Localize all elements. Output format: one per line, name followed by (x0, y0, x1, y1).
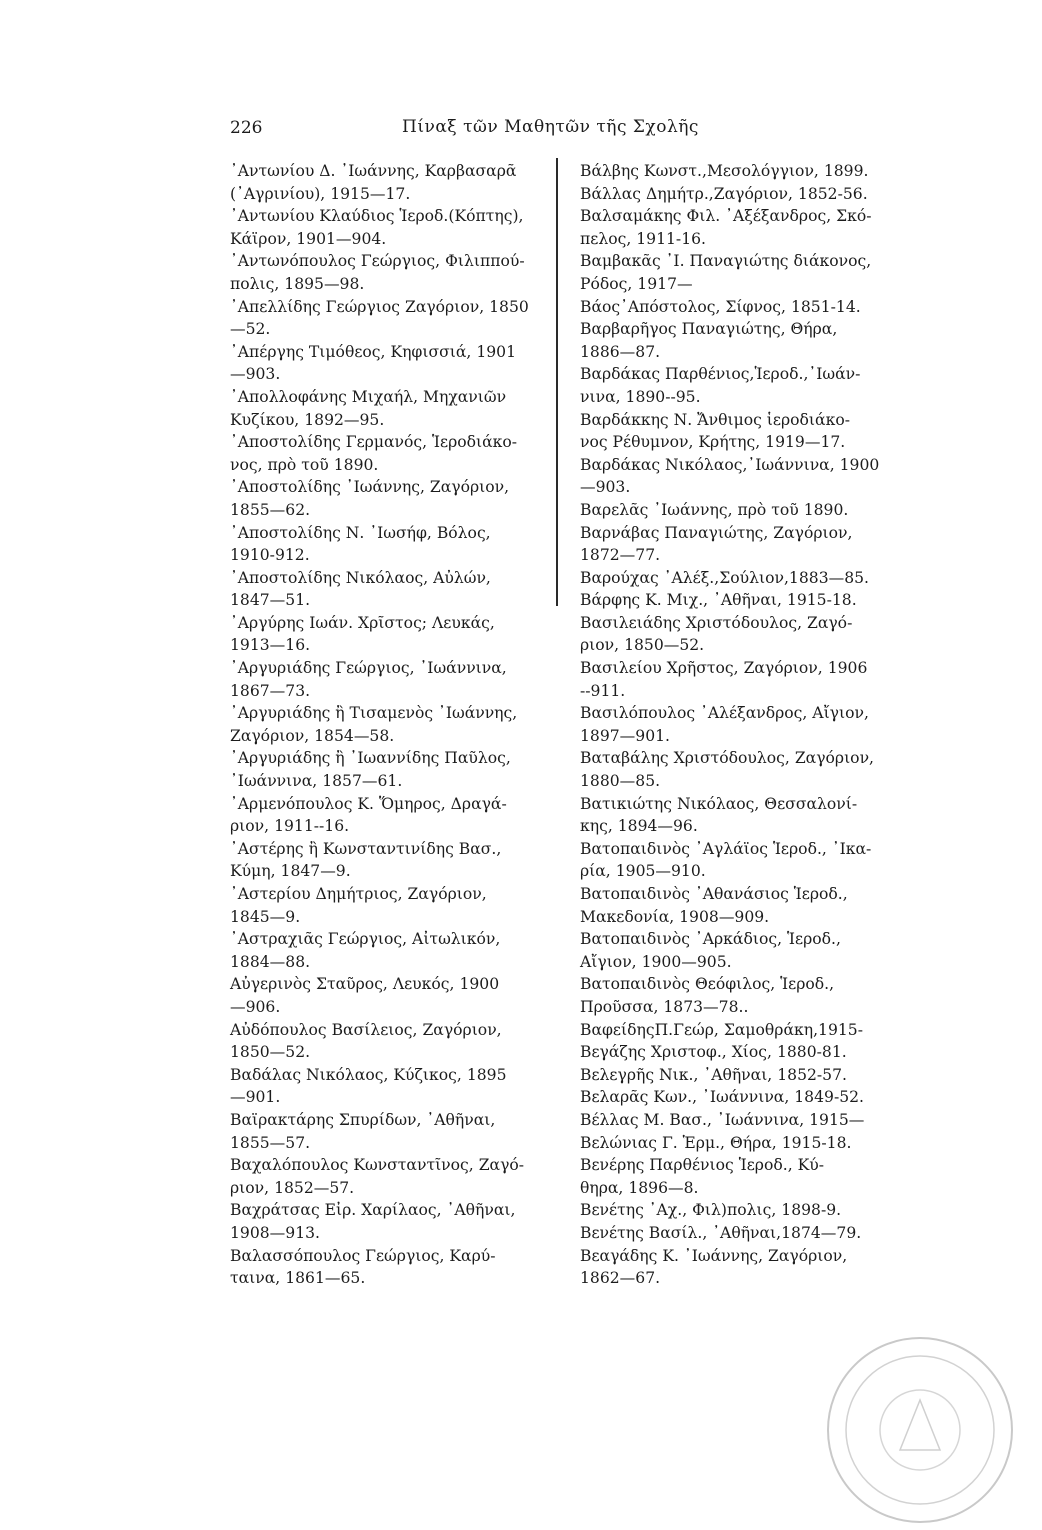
index-entry (580, 522, 910, 567)
index-entry (230, 476, 548, 521)
entry-line: ᾿Αποστολίδης Γερμανός, Ἱεροδιάκο- (230, 433, 518, 452)
entry-line: πελος, 1911-16. (580, 229, 706, 248)
entry-line: Αἴγιον, 1900—905. (580, 952, 732, 971)
running-title: Πίναξ τῶν Μαθητῶν τῆς Σχολῆς (402, 117, 699, 137)
entry-line: 1884—88. (230, 952, 311, 971)
entry-line: Βαϊρακτάρης Σπυρίδων, ᾿Αθῆναι, (230, 1110, 496, 1129)
entry-line: 1910-912. (230, 546, 310, 565)
index-entry (580, 747, 910, 792)
entry-line: Μακεδονία, 1908—909. (580, 907, 770, 926)
index-entry (230, 1064, 548, 1109)
entry-line: ᾿Αποστολίδης Νικόλαος, Αὐλών, (230, 568, 491, 587)
index-entry (580, 838, 910, 883)
entry-line: Βαρελᾶς ᾿Ιωάννης, πρὸ τοῦ 1890. (580, 500, 849, 519)
index-entry (230, 793, 548, 838)
entry-line: 1855—62. (230, 500, 311, 519)
index-entry (580, 1064, 910, 1087)
entry-line: ριον, 1911--16. (230, 817, 350, 836)
index-entry (580, 793, 910, 838)
entry-line: Βάλβης Κωνστ.,Μεσολόγγιον, 1899. (580, 162, 869, 180)
index-entry (230, 567, 548, 612)
entry-line: ρία, 1905—910. (580, 862, 706, 881)
entry-line: Βατοπαιδινὸς ᾿Αθανάσιος Ἱεροδ., (580, 885, 848, 903)
university-seal-icon (820, 1330, 1020, 1530)
index-entry (580, 1199, 910, 1222)
entry-line: Βενέτης Βασίλ., ᾿Αθῆναι,1874—79. (580, 1223, 862, 1242)
entry-line: 1886—87. (580, 342, 661, 361)
index-entry (580, 589, 910, 612)
index-entry (580, 1019, 910, 1042)
entry-line: ᾿Αντωνίου Δ. ᾿Ιωάννης, Καρβασαρᾶ (230, 162, 517, 180)
entry-line: 1845—9. (230, 907, 301, 926)
index-entry (580, 1041, 910, 1064)
entry-line: 1867—73. (230, 681, 311, 700)
entry-line: Βενέρης Παρθένιος Ἱεροδ., Κύ- (580, 1156, 825, 1175)
entry-line: 1872—77. (580, 546, 661, 565)
entry-line: νινα, 1890--95. (580, 387, 701, 406)
entry-line: ᾿Αργυριάδης ἢ Τισαμενὸς ᾿Ιωάννης, (230, 704, 518, 723)
index-entry (580, 702, 910, 747)
index-entry (580, 363, 910, 408)
entry-line: ᾿Αποστολίδης ᾿Ιωάννης, Ζαγόριον, (230, 478, 510, 497)
entry-line: ΒαφείδηςΠ.Γεώρ, Σαμοθράκη,1915- (580, 1020, 863, 1039)
entry-line: Βατοπαιδινὸς ᾿Αρκάδιος, Ἱεροδ., (580, 930, 841, 949)
index-entry (580, 250, 910, 295)
index-entry (230, 702, 548, 747)
entry-line: Βαρδάκας Παρθένιος,Ἱεροδ.,᾿Ιωάν- (580, 365, 861, 384)
entry-line: —906. (230, 997, 281, 1016)
entry-line: Βαταβάλης Χριστόδουλος, Ζαγόριον, (580, 749, 875, 768)
entry-line: Βέλλας Μ. Βασ., ᾿Ιωάννινα, 1915— (580, 1110, 865, 1129)
entry-line: —901. (230, 1088, 281, 1107)
entry-line: ᾿Αποστολίδης Ν. ᾿Ιωσήφ, Βόλος, (230, 523, 491, 542)
entry-line: νος, πρὸ τοῦ 1890. (230, 455, 379, 474)
entry-line: Κυζίκου, 1892—95. (230, 410, 385, 429)
index-entry (230, 1245, 548, 1290)
index-entry (230, 205, 548, 250)
entry-line: (᾿Αγρινίου), 1915—17. (230, 184, 411, 203)
entry-line: —903. (580, 478, 631, 497)
index-entry (230, 296, 548, 341)
index-entry (230, 657, 548, 702)
entry-line: ᾿Απέργης Τιμόθεος, Κηφισσιά, 1901 (230, 342, 517, 361)
entry-line: κης, 1894—96. (580, 817, 698, 836)
entry-line: 1855—57. (230, 1133, 311, 1152)
entry-line: —903. (230, 365, 281, 384)
entry-line: ᾿Αστραχιᾶς Γεώργιος, Αἰτωλικόν, (230, 930, 501, 949)
entry-line: ᾿Αστερίου Δημήτριος, Ζαγόριον, (230, 885, 487, 903)
entry-line: Κύμη, 1847—9. (230, 862, 351, 881)
entry-line: Βάλλας Δημήτρ.,Ζαγόριον, 1852-56. (580, 184, 868, 203)
index-entry (230, 883, 548, 928)
entry-line: Βεαγάδης Κ. ᾿Ιωάννης, Ζαγόριον, (580, 1246, 848, 1265)
entry-line: ᾿Αντωνίου Κλαύδιος Ἱερoδ.(Κόπτης), (230, 207, 524, 226)
entry-line: Αὐγερινὸς Σταῦρος, Λευκός, 1900 (230, 975, 500, 994)
index-entry (580, 205, 910, 250)
index-entry (230, 928, 548, 973)
entry-line: ριον, 1850—52. (580, 636, 705, 655)
entry-line: Βαλσαμάκης Φιλ. ᾿Αξέξανδρος, Σκό- (580, 207, 872, 226)
entry-line: Βενέτης ᾿Αχ., Φιλ)πολις, 1898-9. (580, 1201, 842, 1220)
entry-line: 1850—52. (230, 1043, 311, 1062)
entry-line: Βαρδάκκης Ν. Ἄνθιμος ἱεροδιάκο- (580, 410, 850, 429)
index-entry (230, 838, 548, 883)
index-entry (230, 522, 548, 567)
index-entry (580, 296, 910, 319)
index-entry (230, 250, 548, 295)
entry-line: Κάϊρον, 1901—904. (230, 229, 387, 248)
entry-line: Βατοπαιδινὸς Θεόφιλος, Ἱεροδ., (580, 975, 835, 994)
index-entry (230, 973, 548, 1018)
entry-line: Βάρφης Κ. Μιχ., ᾿Αθῆναι, 1915-18. (580, 591, 857, 610)
entry-line: Βαμβακᾶς ᾿Ι. Παναγιώτης διάκονος, (580, 252, 872, 271)
index-entry (230, 747, 548, 792)
index-entry (580, 1132, 910, 1155)
column-divider (556, 158, 558, 606)
index-entry (230, 1109, 548, 1154)
entry-line: ᾿Αργυριάδης ἢ ᾿Ιωαννίδης Παῦλος, (230, 749, 511, 768)
entry-line: Βαχράτσας Εἰρ. Χαρίλαος, ᾿Αθῆναι, (230, 1201, 516, 1220)
index-entry (230, 1154, 548, 1199)
index-entry (580, 657, 910, 702)
entry-line: Βαρβαρῆγος Παναγιώτης, Θήρα, (580, 320, 838, 339)
entry-line: Βαλασσόπουλος Γεώργιος, Καρύ- (230, 1246, 496, 1265)
entry-line: 1897—901. (580, 726, 670, 745)
entry-line: 1908—913. (230, 1223, 320, 1242)
entry-line: Βασιλειάδης Χριστόδουλος, Ζαγό- (580, 613, 853, 632)
index-entry (580, 1086, 910, 1109)
entry-line: Βασιλείου Χρῆστος, Ζαγόριον, 1906 (580, 659, 868, 678)
index-entry (230, 160, 548, 205)
entry-line: —52. (230, 320, 271, 339)
entry-line: 1862—67. (580, 1269, 661, 1288)
entry-line: Βατικιώτης Νικόλαος, Θεσσαλονί- (580, 794, 858, 813)
entry-line: ᾿Αρμενόπουλος Κ. Ὅμηρος, Δραγά- (230, 794, 507, 813)
index-entry (580, 318, 910, 363)
entry-line: ᾿Αστέρης ἢ Κωνσταντινίδης Βασ., (230, 839, 502, 858)
entry-line: Βαρδάκας Νικόλαος,᾿Ιωάννινα, 1900 (580, 455, 880, 474)
entry-line: 1847—51. (230, 591, 311, 610)
index-entry (580, 973, 910, 1018)
index-entry (580, 183, 910, 206)
entry-line: ᾿Αργυριάδης Γεώργιος, ᾿Ιωάννινα, (230, 659, 507, 678)
index-entry (580, 1154, 910, 1199)
entry-line: Βελεγρῆς Νικ., ᾿Αθῆναι, 1852-57. (580, 1065, 847, 1084)
entry-line: Ζαγόριον, 1854—58. (230, 726, 395, 745)
index-entry (580, 409, 910, 454)
entry-line: Ρόδος, 1917— (580, 274, 693, 293)
page-number: 226 (230, 118, 263, 138)
index-entry (580, 499, 910, 522)
index-entry (230, 341, 548, 386)
index-entry (580, 160, 910, 183)
index-entry (230, 386, 548, 431)
entry-line: ᾿Αργύρης Ιωάν. Χρῖστος; Λευκάς, (230, 613, 495, 632)
entry-line: ᾿Ιωάννινα, 1857—61. (230, 772, 403, 791)
entry-line: Βαχαλόπουλος Κωνσταντῖνος, Ζαγό- (230, 1156, 525, 1175)
index-entry (580, 1245, 910, 1290)
entry-line: ταινα, 1861—65. (230, 1269, 366, 1288)
index-entry (580, 928, 910, 973)
entry-line: Βαρνάβας Παναγιώτης, Ζαγόριον, (580, 523, 853, 542)
entry-line: 1913—16. (230, 636, 311, 655)
index-entry (230, 1199, 548, 1244)
index-entry (230, 431, 548, 476)
entry-line: νος Ρέθυμνον, Κρήτης, 1919—17. (580, 433, 846, 452)
index-entry (580, 567, 910, 590)
entry-line: 1880—85. (580, 772, 661, 791)
entry-line: ᾿Αντωνόπουλος Γεώργιος, Φιλιππού- (230, 252, 525, 271)
entry-line: θηρα, 1896—8. (580, 1178, 699, 1197)
index-entry (580, 612, 910, 657)
index-entry (580, 454, 910, 499)
entry-line: Βεγάζης Χριστοφ., Χίος, 1880-81. (580, 1043, 847, 1062)
entry-line: Βαρούχας ᾿Αλέξ.,Σούλιον,1883—85. (580, 568, 870, 587)
entry-line: ᾿Απολλοφάνης Μιχαήλ, Μηχανιῶν (230, 387, 507, 406)
entry-line: Βαδάλας Νικόλαος, Κύζικος, 1895 (230, 1065, 507, 1084)
entry-line: Προῦσσα, 1873—78.. (580, 997, 749, 1016)
entry-line: Βελαρᾶς Κων., ᾿Ιωάννινα, 1849-52. (580, 1088, 865, 1107)
entry-line: ριον, 1852—57. (230, 1178, 355, 1197)
entry-line: --911. (580, 681, 626, 700)
right-column (580, 160, 910, 1290)
entry-line: Βελώνιας Γ. Ἑρμ., Θήρα, 1915-18. (580, 1133, 852, 1152)
entry-line: πολις, 1895—98. (230, 274, 365, 293)
index-entry (580, 883, 910, 928)
index-entry (230, 1019, 548, 1064)
entry-line: Βασιλόπουλος ᾿Αλέξανδρος, Αἴγιον, (580, 704, 869, 723)
left-column (230, 160, 548, 1290)
index-entry (580, 1109, 910, 1132)
entry-line: ᾿Απελλίδης Γεώργιος Ζαγόριον, 1850 (230, 297, 529, 316)
entry-line: Βατοπαιδινὸς ᾿Αγλάϊος Ἱεροδ., ᾿Ικα- (580, 839, 872, 858)
entry-line: Βάος᾿Απόστολος, Σίφνος, 1851-14. (580, 297, 861, 316)
index-entry (580, 1222, 910, 1245)
entry-line: Αὐδόπουλος Βασίλειος, Ζαγόριον, (230, 1020, 502, 1039)
index-entry (230, 612, 548, 657)
